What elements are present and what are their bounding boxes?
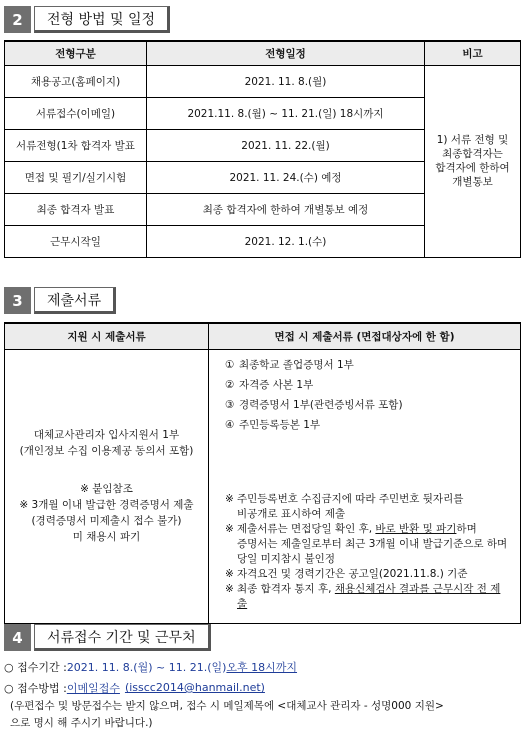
table-row [5,65,521,97]
period-deadline: 오후 18시까지 [226,660,298,674]
note-mark: ※ [225,582,234,595]
note-text: 증명서는 제출일로부터 최근 3개월 이내 발급기준으로 하며 [237,537,508,550]
schedule-table [4,40,521,258]
note [225,522,510,567]
submission-note [4,698,520,732]
email-link[interactable]: (isscc2014@hanmail.net) [124,681,265,694]
section-4-heading [4,624,211,651]
apply-doc-line: 대체교사관리자 입사지원서 1부 [33,429,180,441]
list-item [225,418,510,433]
remark-cell [425,65,521,257]
period-value: 2021. 11. 8.(월) ~ 11. 21.(일) [66,660,227,674]
note [225,582,510,612]
section-title: 서류접수 기간 및 근무처 [34,624,211,651]
apply-doc-line: ※ 3개월 이내 발급한 경력증명서 제출 [19,499,194,511]
method-label: ○ 접수방법 : [4,681,67,695]
section-title: 전형 방법 및 일정 [34,6,170,33]
method-line [4,677,520,698]
period-label: ○ 접수기간 : [4,660,67,674]
stage-cell: 채용공고(홈페이지) [5,65,147,97]
note-text-part: 하며 [456,522,477,535]
column-header: 전형구분 [5,41,147,65]
stage-cell: 면접 및 필기/실기시험 [5,161,147,193]
spacer [225,438,510,492]
item-text: 최종학교 졸업증명서 1부 [239,358,354,371]
apply-doc-line: (개인정보 수집 이용제공 동의서 포함) [19,445,194,457]
apply-doc-line: 미 채용시 파기 [72,531,141,543]
note-mark: ※ [225,522,234,535]
note [225,492,510,522]
method-value: 이메일접수 [66,681,120,695]
stage-cell: 서류접수(이메일) [5,97,147,129]
item-number: ① [225,358,235,371]
remark-line: 합격자에 한하여 [435,162,510,174]
section-title: 제출서류 [34,287,116,314]
column-header: 비고 [425,41,521,65]
note-text: 비공개로 표시하여 제출 [237,507,346,520]
item-number: ② [225,378,235,391]
remark-line: 최종합격자는 [442,148,503,160]
section-2-heading [4,6,170,33]
list-item [225,358,510,373]
apply-doc-line: ※ 붙임참조 [80,483,133,495]
schedule-cell: 2021. 11. 8.(월) [147,65,425,97]
note-text: 주민등록번호 수집금지에 따라 주민번호 뒷자리를 [237,492,464,505]
note [225,567,510,582]
section-number: 4 [4,624,31,651]
note-text [237,582,510,612]
table-row [5,349,521,623]
item-number: ③ [225,398,235,411]
list-item [225,378,510,393]
remark-line: 개별통보 [452,176,493,188]
note-mark: ※ [225,567,234,580]
item-number: ④ [225,418,235,431]
item-text: 자격증 사본 1부 [239,378,314,391]
table-header-row [5,41,521,65]
item-text: 주민등록등본 1부 [239,418,321,431]
apply-docs-cell [5,349,209,623]
note-text-part: 제출서류는 면접당일 확인 후, [237,522,376,535]
schedule-cell: 2021. 11. 24.(수) 예정 [147,161,425,193]
column-header: 지원 시 제출서류 [5,323,209,349]
schedule-cell: 2021. 11. 22.(월) [147,129,425,161]
remark-line: 1) 서류 전형 및 [436,134,509,146]
documents-table [4,322,521,624]
application-info [4,656,520,732]
stage-cell: 서류전형(1차 합격자 발표 [5,129,147,161]
schedule-cell: 2021.11. 8.(월) ~ 11. 21.(일) 18시까지 [147,97,425,129]
section-number: 3 [4,287,31,314]
apply-doc-line: (경력증명서 미제출시 접수 불가) [31,515,182,527]
note-mark: ※ [225,492,234,505]
note-text: 자격요건 및 경력기간은 공고일(2021.11.8.) 기준 [237,567,468,580]
note-text-part: 최종 합격자 통지 후, [237,582,335,595]
stage-cell: 최종 합격자 발표 [5,193,147,225]
column-header: 전형일정 [147,41,425,65]
spacer [13,459,200,481]
column-header: 면접 시 제출서류 (면접대상자에 한 함) [209,323,521,349]
section-3-heading [4,287,116,314]
table-header-row [5,323,521,349]
note-underlined: 바로 반환 및 파기 [375,522,457,535]
note-line: (우편접수 및 방문접수는 받지 않으며, 접수 시 메일제목에 <대체교사 관리자 - 성명000 지원> [10,700,444,712]
schedule-cell: 2021. 12. 1.(수) [147,225,425,257]
note-underlined: 채용신체검사 결과를 근무시작 전 제출 [237,582,501,610]
schedule-cell: 최종 합격자에 한하여 개별통보 예정 [147,193,425,225]
period-line [4,656,520,677]
item-text: 경력증명서 1부(관련증빙서류 포함) [239,398,403,411]
interview-docs-cell [209,349,521,623]
note-text: 당일 미지참시 불인정 [237,552,335,565]
note-text [237,522,507,537]
note-line: 으로 명시 해 주시기 바랍니다.) [10,717,153,729]
stage-cell: 근무시작일 [5,225,147,257]
list-item [225,398,510,413]
section-number: 2 [4,6,31,33]
